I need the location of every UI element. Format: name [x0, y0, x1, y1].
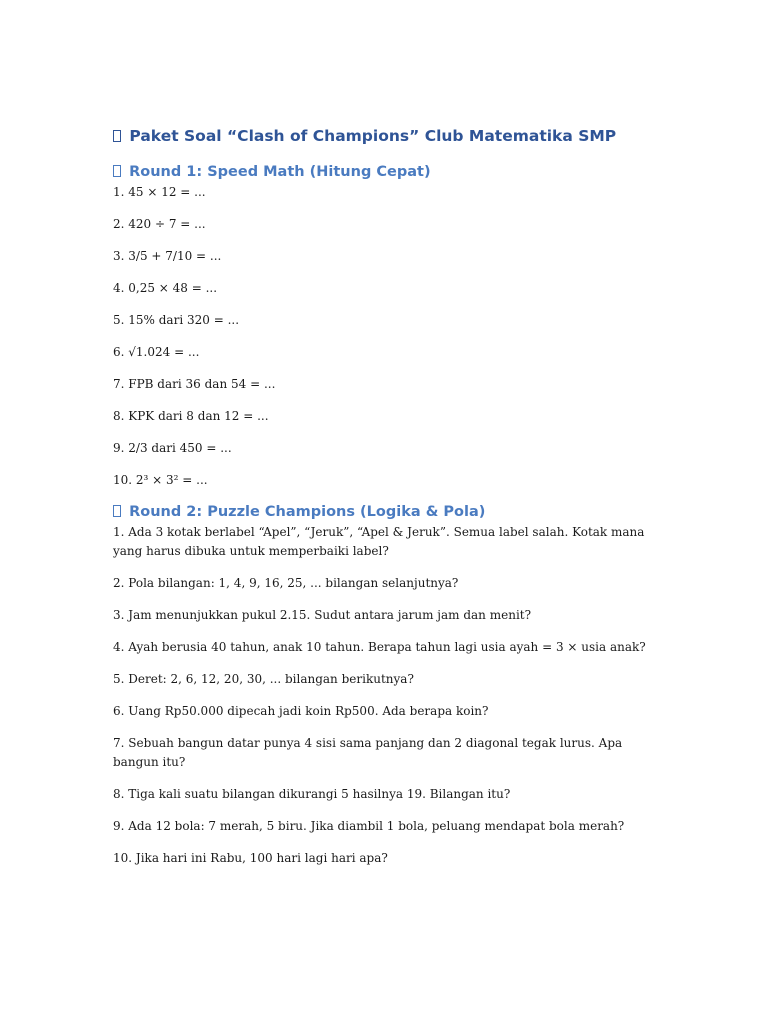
round1-heading — [113, 161, 658, 183]
round1-question-3: 3. 3/5 + 7/10 = ... — [113, 249, 222, 263]
round1-question-5: 5. 15% dari 320 = ... — [113, 313, 240, 327]
round1-question-2: 2. 420 ÷ 7 = ... — [113, 217, 206, 231]
round2-question-5: 5. Deret: 2, 6, 12, 20, 30, ... bilangan berikutnya? — [113, 672, 414, 686]
missing-glyph-icon — [113, 165, 121, 177]
round2-question-7: 7. Sebuah bangun datar punya 4 sisi sama panjang dan 2 diagonal tegak lurus. Apa bangun itu? — [113, 736, 623, 769]
document-content — [113, 125, 658, 868]
document-title — [113, 125, 658, 147]
round1-question-7: 7. FPB dari 36 dan 54 = ... — [113, 377, 276, 391]
round1-question-6: 6. √1.024 = ... — [113, 345, 200, 359]
missing-glyph-icon — [113, 505, 121, 517]
document-title-text: Paket Soal “Clash of Champions” Club Matematika SMP — [129, 127, 617, 145]
round2-question-10: 10. Jika hari ini Rabu, 100 hari lagi hari apa? — [113, 851, 388, 865]
round1-question-9: 9. 2/3 dari 450 = ... — [113, 441, 232, 455]
round1-heading-text: Round 1: Speed Math (Hitung Cepat) — [129, 164, 431, 180]
round2-question-3: 3. Jam menunjukkan pukul 2.15. Sudut antara jarum jam dan menit? — [113, 608, 532, 622]
round1-question-10: 10. 2³ × 3² = ... — [113, 473, 208, 487]
round1-question-8: 8. KPK dari 8 dan 12 = ... — [113, 409, 269, 423]
round2-question-9: 9. Ada 12 bola: 7 merah, 5 biru. Jika diambil 1 bola, peluang mendapat bola merah? — [113, 819, 625, 833]
round2-heading-text: Round 2: Puzzle Champions (Logika & Pola) — [129, 504, 486, 520]
round2-question-6: 6. Uang Rp50.000 dipecah jadi koin Rp500. Ada berapa koin? — [113, 704, 489, 718]
round2-question-8: 8. Tiga kali suatu bilangan dikurangi 5 hasilnya 19. Bilangan itu? — [113, 787, 511, 801]
round2-question-1: 1. Ada 3 kotak berlabel “Apel”, “Jeruk”, “Apel & Jeruk”. Semua label salah. Kotak mana yang harus dibuka untuk memperbaiki label? — [113, 525, 645, 558]
round2-question-4: 4. Ayah berusia 40 tahun, anak 10 tahun. Berapa tahun lagi usia ayah = 3 × usia anak? — [113, 640, 646, 654]
round2-question-2: 2. Pola bilangan: 1, 4, 9, 16, 25, ... bilangan selanjutnya? — [113, 576, 459, 590]
missing-glyph-icon — [113, 130, 121, 142]
round1-question-4: 4. 0,25 × 48 = ... — [113, 281, 218, 295]
round2-heading — [113, 501, 658, 523]
round1-question-1: 1. 45 × 12 = ... — [113, 185, 206, 199]
